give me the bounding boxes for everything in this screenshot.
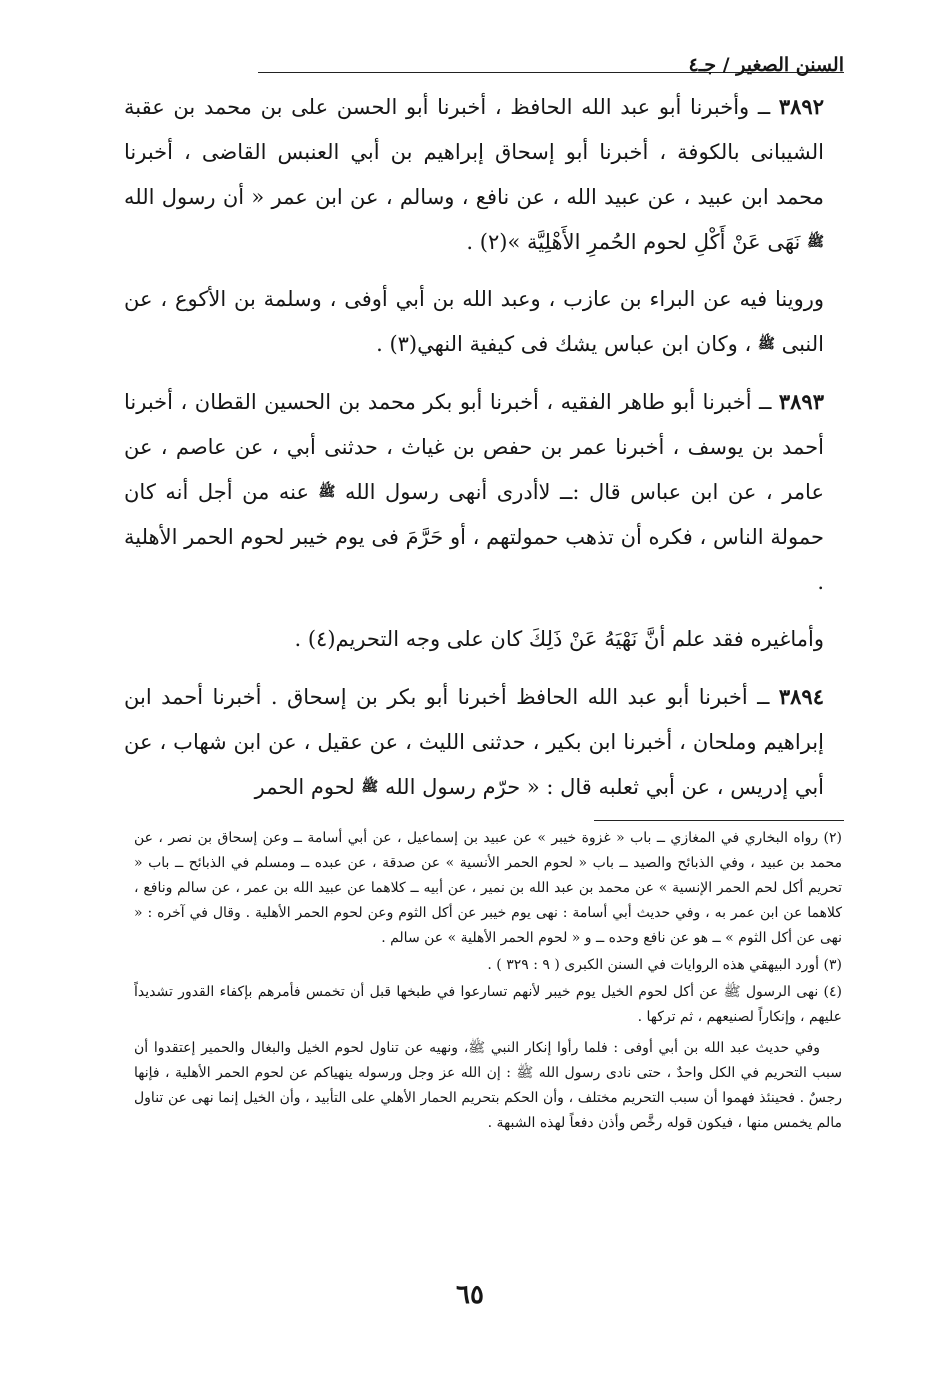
hadith-text-end: لحوم الحمر xyxy=(254,775,355,799)
hadith-text: ــ أخبرنا أبو عبد الله الحافظ أخبرنا أبو بكر بن إسحاق . أخبرنا أحمد ابن إبراهيم وملحان ، أخبرنا ابن بكير ، حدثنى الليث ، عن عقيل ، عن ابن شهاب ، عن أبي إدريس ، عن أبي ثعلبه قال : « حرّم رسول الله xyxy=(124,685,824,799)
salutation-symbol: ﷺ xyxy=(361,779,379,795)
hadith-number: ٣٨٩٣ xyxy=(778,389,824,414)
hadith-number: ٣٨٩٤ xyxy=(778,684,824,709)
hadith-text-end: نَهَى عَنْ أَكْلِ لحوم الحُمرِ الأَهْلِيَّة »(٢) . xyxy=(466,230,801,254)
hadith-text: ــ وأخبرنا أبو عبد الله الحافظ ، أخبرنا أبو الحسن على بن محمد بن عقبة الشيبانى بالكوفة ، أخبرنا أبو إسحاق إبراهيم بن أبي العنبس القاضى ، أخبرنا محمد ابن عبيد ، عن عبيد الله ، عن نافع ، وسالم ، عن ابن عمر « أن رسول الله xyxy=(124,95,824,209)
narration-note xyxy=(124,277,824,367)
hadith-3894 xyxy=(124,674,824,810)
footnote-2: (٢) رواه البخاري في المغازي ــ باب « غزوة خيبر » عن عبيد بن إسماعيل ، عن أبي أسامة ــ وعن إسحاق بن نصر ، عن محمد بن عبيد ، وفي الذبائح والصيد ــ باب « لحوم الحمر الأنسية » عن صدقة ، عن عبده ــ ومسلم في الذبائح ــ باب « تحريم أكل لحم الحمر الإنسية » عن محمد بن عبد الله بن نمير ، عن أبيه ــ كلاهما عن عبيد الله بن عمر ، عن سالم ونافع ، كلاهما عن ابن عمر به ، وفي حديث أبي أسامة : نهى يوم خيبر عن أكل الثوم وعن لحوم الحمر الأهلية . وقال في آخره : « نهى عن أكل الثوم » ــ هو عن نافع وحده ــ و « لحوم الحمر الأهلية » عن سالم . xyxy=(134,830,842,946)
hadith-text: ــ أخبرنا أبو طاهر الفقيه ، أخبرنا أبو بكر محمد بن الحسين القطان ، أخبرنا أحمد بن يوسف ، أخبرنا عمر بن حفص بن غياث ، حدثنى أبي ، عن عاصم ، عن عامر ، عن ابن عباس قال :ــ لاأدرى أنهى رسول الله xyxy=(124,390,824,504)
narration-text-end: ، وكان ابن عباس يشك فى كيفية النهي(٣) . xyxy=(376,332,752,356)
salutation-symbol: ﷺ xyxy=(318,484,336,500)
running-header xyxy=(100,50,844,84)
hadith-number: ٣٨٩٢ xyxy=(778,94,824,119)
narration-text: وروينا فيه عن البراء بن عازب ، وعبد الله بن أبي أوفى ، وسلمة بن الأكوع ، عن النبى xyxy=(124,287,824,356)
commentary-paragraph: وأماغيره فقد علم أنَّ نَهْيَهُ عَنْ ذَلِكَ كان على وجه التحريم(٤) . xyxy=(294,627,824,651)
salutation-symbol: ﷺ xyxy=(807,234,824,250)
footnote-4-continuation: وفي حديث عبد الله بن أبي أوفى : فلما رأوا إنكار النبي ﷺ، ونهيه عن تناول لحوم الخيل والبغال والحمير إعتقدوا أن سبب التحريم في الكل واحدٌ ، حتى نادى رسول الله ﷺ : إن الله عز وجل ورسوله ينهياكم عن لحوم الحمر الأهلية ، فإنها رجسٌ . فحينئذ فهموا أن سبب التحريم مختلف ، وأن الحكم بتحريم الحمار الأهلي على التأبيد ، وأن الخيل إنما نهى عن تناول مالم يخمس منها ، فيكون قوله رخَّص وأذن دفعاً لهذه الشبهة . xyxy=(134,1040,842,1131)
footnote-4: (٤) نهى الرسول ﷺ عن أكل لحوم الخيل يوم خيبر لأنهم تسارعوا في طبخها قبل أن تخمس فأمرهم بإكفاء القدور تشديداً عليهم ، وإنكاراً لصنيعهم ، ثم تركها . xyxy=(134,984,842,1025)
main-text xyxy=(124,84,824,810)
hadith-3892 xyxy=(124,84,824,265)
hadith-3893 xyxy=(124,379,824,605)
header-title: السنن الصغير / جـ٤ xyxy=(688,54,844,76)
footnote-3: (٣) أورد البيهقي هذه الروايات في السنن الكبرى ( ٩ : ٣٢٩ ) . xyxy=(487,957,842,973)
footnotes xyxy=(134,826,842,1136)
page-number: ٦٥ xyxy=(456,1280,484,1310)
hadith-text-end: عنه من أجل أنه كان حمولة الناس ، فكره أن تذهب حمولتهم ، أو حَرَّمَ فى يوم خيبر لحوم الحمر الأهلية . xyxy=(124,480,824,594)
salutation-symbol: ﷺ xyxy=(757,336,775,352)
footnote-rule xyxy=(594,820,844,821)
